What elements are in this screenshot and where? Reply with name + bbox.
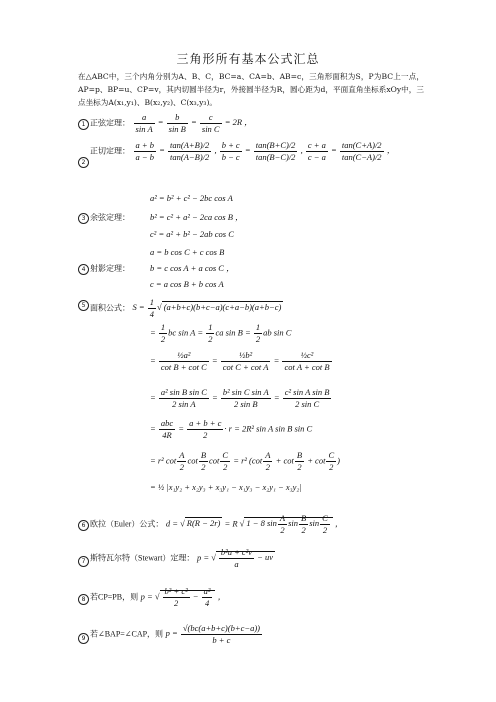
area-label: 面积公式： (90, 303, 130, 313)
area-formula: 面积公式： S = $\frac{1}{4}$ √ (a+b+c)(b+c−a)(c+a−b)(a+b−c) (90, 297, 282, 319)
euler-formula: 欧拉（Euler）公式： d = √ R(R − 2r) = R √ 1 − 8 sin $\frac{A}{2}$ sin $\frac{B}{2}$ sin $\frac{C}{2}$ ， (90, 513, 344, 535)
projection-line-1: a = b cos C + c cos B (150, 247, 225, 257)
sine-law: 正弦定理： $\frac{a}{\text{sin A}}$ = $\frac{b}{\text{sin B}}$ = $\frac{c}{\text{sin C}}$ = 2R ， (90, 112, 253, 134)
item-badge-2: 2 (78, 157, 89, 168)
area-line-2: = $\frac{1}{2}$ bc sin A = $\frac{1}{2}$ ca sin B = $\frac{1}{2}$ ab sin C (150, 322, 292, 344)
projection-law (90, 263, 130, 274)
page-title: 三角形所有基本公式汇总 (176, 52, 320, 66)
tangent-law-label: 正切定理： (90, 146, 130, 156)
item-badge-6: 6 (78, 520, 89, 531)
tangent-law: 正切定理： $\frac{a + b}{a - b}$ = $\frac{\tan(A+B)/2}{\tan(A-B)/2}$ , $\frac{b + c}{b - c}$ = $\frac{\tan(B+C)/2}{\tan(B-C)/2}$ , $\frac{c + a}{c - a}$ = $\frac{\tan(C+A)/2}{\tan(C-A)/2}$ ， (90, 140, 396, 162)
area-line-7: = ½ |x₁y₂ + x₂y₃ + x₃y₁ − x₁y₃ − x₂y₁ − x₃y₂| (150, 482, 302, 492)
projection-line-3: c = a cos B + b cos A (150, 279, 224, 289)
item-badge-4: 4 (78, 264, 89, 275)
projection-line-2: b = c cos A + a cos C ， (150, 263, 235, 273)
area-line-5: = $\frac{\text{abc}}{4R}$ = $\frac{a + b + c}{2}$ · r = 2R² sin A sin B sin C (150, 418, 313, 440)
cosine-line-1: a² = b² + c² − 2bc cos A (150, 193, 233, 203)
cosine-law-label: 余弦定理： (90, 213, 130, 222)
stewart-label: 斯特瓦尔特（Stewart）定理： (90, 553, 195, 563)
area-line-6: = r² cot $\frac{A}{2}$ cot $\frac{B}{2}$ cot $\frac{C}{2}$ = r² (cot $\frac{A}{2}$ + cot $\frac{B}{2}$ + cot $\frac{C}{2}$ ) (150, 450, 340, 472)
cosine-line-3: c² = a² + b² − 2ab cos C (150, 229, 234, 239)
item-badge-3: 3 (78, 213, 89, 224)
item-badge-9: 9 (78, 633, 89, 644)
area-line-3: = $\frac{\text{½a²}}{\text{cot B + cot C}}$ = $\frac{\text{½b²}}{\text{cot C + cot A}}$ = $\frac{\text{½c²}}{\text{cot A + cot B}}$ (150, 350, 330, 372)
intro-text: 在△ABC中，三个内角分别为A、B、C，BC=a、CA=b、AB=c，三角形面积为S，P为BC上一点，AP=p、BP=u、CP=v，其内切圆半径为r，外接圆半径为R，圆心距为d，平面直角坐标系xOy中，三点坐标为A(x₁,y₁)、B(x₂,y₂)、C(x₃,y₃)。 (78, 72, 424, 107)
euler-label: 欧拉（Euler）公式： (90, 519, 164, 529)
cosine-law (90, 212, 130, 223)
item-badge-5: 5 (78, 300, 89, 311)
median-formula: 若CP=PB，则 p = √ $\frac{\text{b² + c²}}{2}$ − $\frac{\text{a²}}{4}$ ， (90, 586, 227, 608)
projection-law-label: 射影定理： (90, 264, 130, 273)
item-badge-8: 8 (78, 594, 89, 605)
intro-paragraph (78, 70, 424, 109)
bisector-label: 若∠BAP=∠CAP，则 (90, 629, 164, 639)
sine-law-label: 正弦定理： (90, 118, 130, 128)
item-badge-1: 1 (78, 119, 89, 130)
bisector-formula: 若∠BAP=∠CAP，则 p = $\frac{√(bc(a+b+c)(b+c-a))}{b + c}$ (90, 623, 261, 645)
area-line-4: = $\frac{\text{a² sin B sin C}}{\text{2 sin A}}$ = $\frac{\text{b² sin C sin A}}{\text{2 sin B}}$ = $\frac{\text{c² sin A sin B}}{\text{2 sin C}}$ (150, 387, 330, 409)
stewart-theorem: 斯特瓦尔特（Stewart）定理： p = √ $\frac{\text{b²u + c²v}}{a}$ − uv (90, 547, 274, 569)
item-badge-7: 7 (78, 556, 89, 567)
cosine-line-2: b² = c² + a² − 2ca cos B ， (150, 212, 244, 222)
median-label: 若CP=PB，则 (90, 592, 139, 602)
